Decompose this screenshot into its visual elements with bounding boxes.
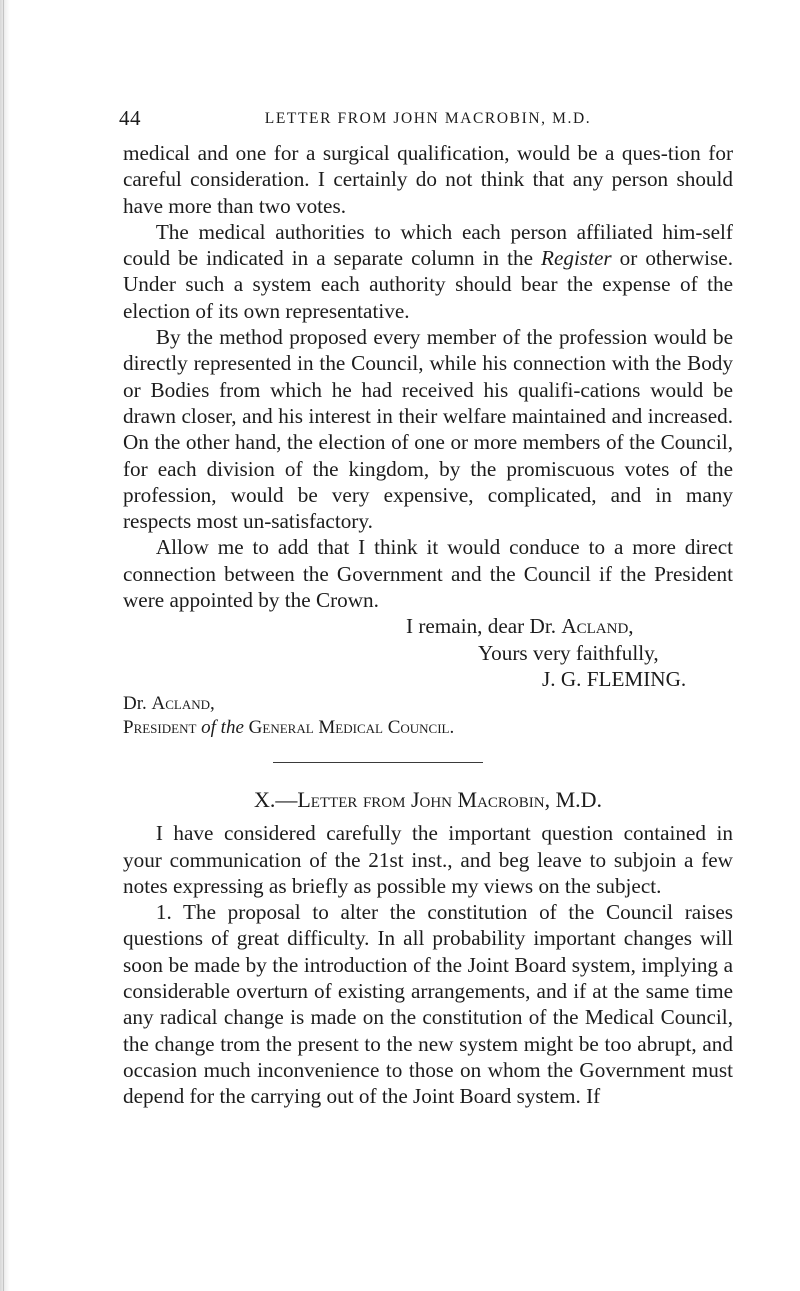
addressee-name: Dr. Acland, (123, 693, 215, 715)
addressee-title (123, 716, 733, 740)
addressee-acland: Acland, (151, 693, 215, 715)
addressee-president: President (123, 717, 197, 739)
paragraph-register: The medical authorities to which each person affiliated him-self could be indicated in a separate column in the Register or otherwise. Under such a system each authority should bear the expense of the election of its own representative. (123, 219, 733, 323)
addressee-council: General Medical Council. (248, 717, 455, 739)
acland-small-caps: Acland (561, 614, 629, 639)
signature: J. G. FLEMING. (542, 666, 687, 691)
addressee-of-the: of the (201, 717, 244, 739)
section-heading: X.—Letter from John Macrobin, M.D. (253, 787, 603, 813)
heading-small-caps: Letter from John Macrobin (297, 787, 545, 813)
paragraph-crown: Allow me to add that I think it would conduce to a more direct connection between the Government and the Council if the President were appointed by the Crown. (123, 535, 733, 613)
page-header (119, 106, 733, 132)
paragraph-considered: I have considered carefully the important question contained in your communication of the 21st inst., and beg leave to subjoin a few notes expressing as briefly as possible my views on the subject. (123, 821, 733, 898)
body-text (123, 140, 733, 1110)
paragraph-proposal: 1. The proposal to alter the constitution of the Council raises questions of great difficulty. In all probability important changes will soon be made by the introduction of the Joint Board system, implying a considerable overturn of existing arrangements, and if at the same time any radical change is made on the constitution of the Medical Council, the change trom the present to the new system might be too abrupt, and occasion much inconvenience to those on whom the Government must depend for the carrying out of the Joint Board system. If (123, 900, 733, 1109)
paragraph-continuation: medical and one for a surgical qualification, would be a ques-tion for careful consideration. I certainly do not think that any person should have more than two votes. (123, 141, 733, 218)
paragraph-method: By the method proposed every member of the profession would be directly represented in the Council, while his connection with the Body or Bodies from which he had received his qualifi-cations would be drawn closer, and his interest in their welfare maintained and increased. On the other hand, the election of one or more members of the Council, for each division of the kingdom, by the promiscuous votes of the profession, would be very expensive, complicated, and in many respects most un-satisfactory. (123, 325, 733, 534)
running-head: LETTER FROM JOHN MACROBIN, M.D. (264, 110, 592, 127)
binding-line (3, 0, 4, 1291)
register-italic: Register (541, 246, 612, 271)
section-divider (123, 740, 733, 786)
page-number: 44 (119, 106, 141, 130)
closing-yours: Yours very faithfully, (478, 640, 659, 665)
binding-edge (0, 0, 10, 1291)
divider-rule (273, 762, 483, 763)
closing-remain: I remain, dear Dr. Acland, (406, 614, 634, 639)
